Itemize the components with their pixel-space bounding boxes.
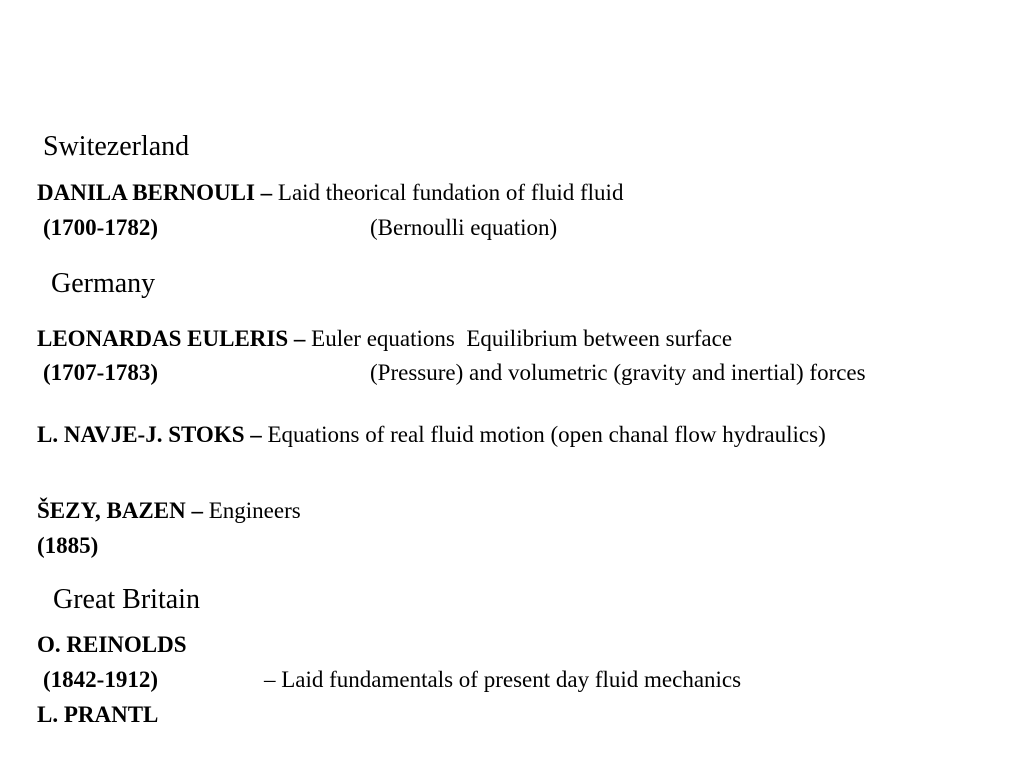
country-heading-switzerland: Switezerland bbox=[43, 131, 190, 162]
euler-name: LEONARDAS EULERIS bbox=[37, 326, 289, 351]
country-heading-germany: Germany bbox=[51, 268, 156, 299]
prandtl-name: L. PRANTL bbox=[37, 702, 159, 727]
country-heading-great-britain: Great Britain bbox=[53, 584, 200, 615]
euler-line-1 bbox=[37, 327, 732, 350]
euler-desc-2: (Pressure) and volumetric (gravity and inertial) forces bbox=[370, 360, 866, 385]
navier-stokes-dash: – bbox=[244, 422, 268, 447]
navier-stokes-name: L. NAVJE-J. STOKS bbox=[37, 422, 245, 447]
bernoulli-name: DANILA BERNOULI bbox=[37, 180, 255, 205]
reynolds-name: O. REINOLDS bbox=[37, 632, 187, 657]
bernoulli-dash: – bbox=[254, 180, 278, 205]
chezy-bazin-name: ŠEZY, BAZEN bbox=[37, 498, 186, 523]
chezy-bazin-line bbox=[37, 499, 301, 522]
bernoulli-years: (1700-1782) bbox=[43, 215, 158, 240]
great-britain-desc: – Laid fundamentals of present day fluid mechanics bbox=[264, 667, 742, 692]
euler-desc-1: Euler equations Equilibrium between surface bbox=[311, 326, 733, 351]
reynolds-years: (1842-1912) bbox=[43, 667, 158, 692]
chezy-bazin-desc: Engineers bbox=[208, 498, 301, 523]
bernoulli-desc-2: (Bernoulli equation) bbox=[370, 215, 558, 240]
bernoulli-line-1 bbox=[37, 181, 623, 204]
euler-dash: – bbox=[288, 326, 312, 351]
bernoulli-desc-1: Laid theorical fundation of fluid fluid bbox=[277, 180, 624, 205]
chezy-bazin-years: (1885) bbox=[37, 533, 99, 558]
navier-stokes-line bbox=[37, 423, 826, 446]
euler-years: (1707-1783) bbox=[43, 360, 158, 385]
chezy-bazin-dash: – bbox=[185, 498, 209, 523]
navier-stokes-desc: Equations of real fluid motion (open chanal flow hydraulics) bbox=[267, 422, 826, 447]
